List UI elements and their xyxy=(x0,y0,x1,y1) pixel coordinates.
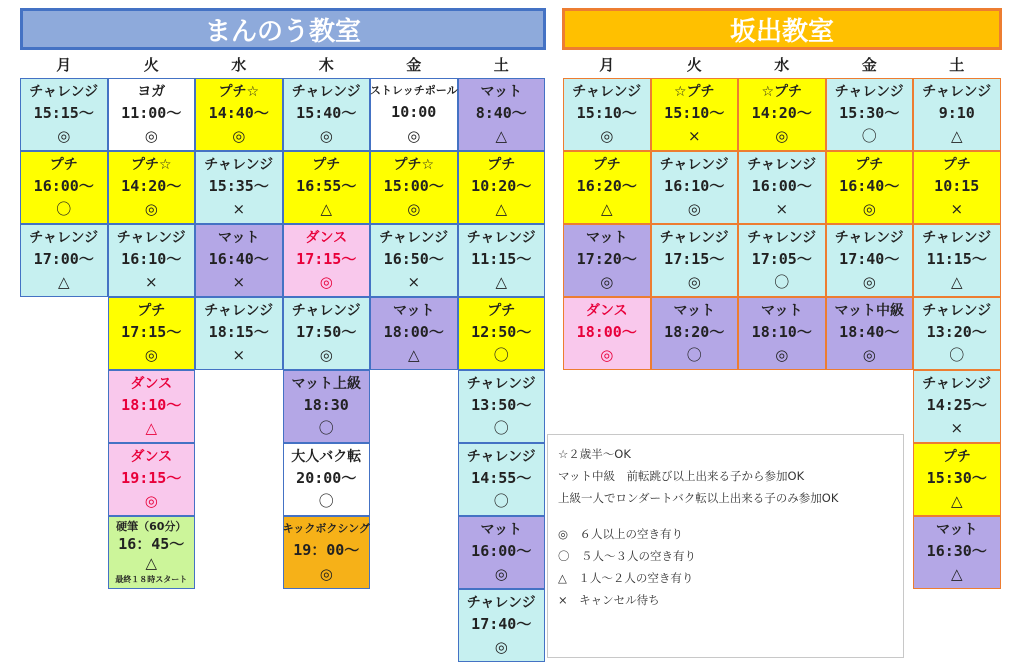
class-name: マット xyxy=(218,229,260,246)
class-name: プチ xyxy=(49,156,78,173)
class-name: チャレンジ xyxy=(834,83,904,100)
class-time: 10:15 xyxy=(934,177,980,196)
class-name: プチ xyxy=(855,156,884,173)
class-time: 14:20〜 xyxy=(121,177,182,196)
class-time: 9:10 xyxy=(938,104,975,123)
class-time: 10:20〜 xyxy=(471,177,532,196)
legend-box xyxy=(547,434,904,658)
availability-mark: ◎ xyxy=(687,200,701,219)
day-header: 金 xyxy=(406,55,422,74)
class-slot xyxy=(826,151,914,224)
availability-mark: △ xyxy=(950,127,963,146)
legend-note: 上級一人でロンダートバク転以上出来る子のみ参加OK xyxy=(558,491,839,505)
class-name: マット xyxy=(761,302,803,319)
availability-mark: ◎ xyxy=(144,127,158,146)
class-slot xyxy=(370,78,458,151)
class-time: 17:05〜 xyxy=(751,250,812,269)
availability-mark: △ xyxy=(495,127,508,146)
class-time: 17:00〜 xyxy=(33,250,94,269)
availability-mark: ◎ xyxy=(144,492,158,511)
legend-mark: × キャンセル待ち xyxy=(558,593,660,607)
class-name: プチ xyxy=(942,448,971,465)
legend-note: マット中級 前転跳び以上出来る子から参加OK xyxy=(558,469,805,483)
availability-mark: ◎ xyxy=(600,273,614,292)
day-header: 月 xyxy=(56,55,72,74)
availability-mark: ◎ xyxy=(775,127,789,146)
class-slot xyxy=(195,151,283,224)
day-header: 金 xyxy=(861,55,877,74)
class-slot xyxy=(195,297,283,370)
class-slot xyxy=(195,78,283,151)
availability-mark: 〇 xyxy=(774,273,790,292)
availability-mark: × xyxy=(950,200,964,219)
class-slot xyxy=(108,516,196,589)
class-name: プチ☆ xyxy=(218,83,260,100)
class-name: 大人バク転 xyxy=(291,448,362,465)
class-name: チャレンジ xyxy=(747,229,817,246)
legend-mark: △ １人〜２人の空き有り xyxy=(558,571,694,585)
class-name: マット xyxy=(393,302,435,319)
class-note: 最終１８時スタート xyxy=(115,574,188,584)
class-time: 18:10〜 xyxy=(121,396,182,415)
class-slot xyxy=(826,224,914,297)
class-time: 8:40〜 xyxy=(475,104,527,123)
class-time: 13:50〜 xyxy=(471,396,532,415)
availability-mark: ◎ xyxy=(862,346,876,365)
class-time: 11:00〜 xyxy=(121,104,182,123)
class-name: マット中級 xyxy=(834,302,904,319)
class-name: チャレンジ xyxy=(922,302,992,319)
class-time: 18:00〜 xyxy=(383,323,444,342)
class-slot xyxy=(195,224,283,297)
class-name: 硬筆（60分） xyxy=(116,520,187,534)
class-name: チャレンジ xyxy=(572,83,642,100)
class-slot xyxy=(458,443,546,516)
availability-mark: ◎ xyxy=(407,200,421,219)
class-time: 14:25〜 xyxy=(926,396,987,415)
availability-mark: ◎ xyxy=(407,126,421,145)
class-slot xyxy=(108,224,196,297)
class-time: 17:40〜 xyxy=(839,250,900,269)
day-header: 土 xyxy=(493,55,509,74)
class-name: ヨガ xyxy=(137,83,166,100)
class-name: プチ xyxy=(312,156,341,173)
availability-mark: × xyxy=(407,273,421,292)
availability-mark: × xyxy=(232,200,246,219)
availability-mark: ◎ xyxy=(600,127,614,146)
availability-mark: △ xyxy=(950,273,963,292)
availability-mark: △ xyxy=(407,346,420,365)
class-name: マット xyxy=(936,521,978,538)
class-time: 16:30〜 xyxy=(926,542,987,561)
class-time: 16：45〜 xyxy=(118,534,185,553)
availability-mark: ◎ xyxy=(775,346,789,365)
class-slot xyxy=(913,151,1001,224)
class-time: 10:00 xyxy=(391,102,437,121)
availability-mark: △ xyxy=(950,565,963,584)
availability-mark: ◎ xyxy=(232,127,246,146)
day-header: 水 xyxy=(231,55,247,74)
class-name: チャレンジ xyxy=(834,229,904,246)
class-name: ☆プチ xyxy=(761,83,803,100)
class-name: ダンス xyxy=(585,302,628,319)
class-name: プチ xyxy=(942,156,971,173)
class-slot xyxy=(20,151,108,224)
class-time: 19：00〜 xyxy=(293,540,360,559)
class-time: 14:55〜 xyxy=(471,469,532,488)
class-slot xyxy=(458,78,546,151)
class-name: チャレンジ xyxy=(466,229,536,246)
class-name: ストレッチポール xyxy=(369,84,458,98)
availability-mark: △ xyxy=(950,492,963,511)
availability-mark: ◎ xyxy=(494,565,508,584)
class-slot xyxy=(283,297,371,370)
class-name: チャレンジ xyxy=(29,229,99,246)
class-slot xyxy=(826,78,914,151)
availability-mark: 〇 xyxy=(861,127,877,146)
day-header: 木 xyxy=(318,55,334,74)
class-slot xyxy=(651,297,739,370)
availability-mark: △ xyxy=(145,419,158,438)
class-slot xyxy=(563,151,651,224)
class-slot xyxy=(108,78,196,151)
class-time: 11:15〜 xyxy=(926,250,987,269)
class-slot xyxy=(651,151,739,224)
availability-mark: ◎ xyxy=(862,200,876,219)
class-slot xyxy=(283,224,371,297)
class-time: 16:00〜 xyxy=(751,177,812,196)
class-slot xyxy=(20,224,108,297)
class-slot xyxy=(370,224,458,297)
availability-mark: × xyxy=(232,346,246,365)
class-slot xyxy=(108,151,196,224)
class-name: キックボクシング xyxy=(282,522,370,536)
class-slot xyxy=(738,78,826,151)
availability-mark: 〇 xyxy=(56,200,72,219)
availability-mark: × xyxy=(232,273,246,292)
class-time: 18:20〜 xyxy=(664,323,725,342)
class-name: マット xyxy=(673,302,715,319)
availability-mark: ◎ xyxy=(57,127,71,146)
class-time: 13:20〜 xyxy=(926,323,987,342)
availability-mark: 〇 xyxy=(318,492,334,511)
availability-mark: ◎ xyxy=(319,346,333,365)
class-name: プチ xyxy=(487,302,516,319)
class-time: 17:50〜 xyxy=(296,323,357,342)
class-slot xyxy=(108,370,196,443)
class-slot xyxy=(913,78,1001,151)
class-slot xyxy=(283,370,371,443)
class-slot xyxy=(370,297,458,370)
class-time: 15:15〜 xyxy=(33,104,94,123)
class-time: 17:15〜 xyxy=(664,250,725,269)
availability-mark: △ xyxy=(495,200,508,219)
class-slot xyxy=(913,297,1001,370)
class-name: チャレンジ xyxy=(747,156,817,173)
class-slot xyxy=(913,516,1001,589)
class-time: 15:30〜 xyxy=(839,104,900,123)
class-time: 16:00〜 xyxy=(33,177,94,196)
class-name: チャレンジ xyxy=(291,302,361,319)
class-name: マット xyxy=(480,83,522,100)
availability-mark: ◎ xyxy=(687,273,701,292)
availability-mark: ◎ xyxy=(319,127,333,146)
class-slot xyxy=(651,78,739,151)
class-name: チャレンジ xyxy=(29,83,99,100)
class-time: 19:15〜 xyxy=(121,469,182,488)
class-time: 14:40〜 xyxy=(208,104,269,123)
class-name: チャレンジ xyxy=(204,156,274,173)
availability-mark: △ xyxy=(145,554,158,573)
availability-mark: 〇 xyxy=(949,346,965,365)
availability-mark: × xyxy=(687,127,701,146)
class-time: 18:10〜 xyxy=(751,323,812,342)
class-slot xyxy=(738,224,826,297)
class-time: 12:50〜 xyxy=(471,323,532,342)
class-slot xyxy=(563,78,651,151)
class-time: 18:40〜 xyxy=(839,323,900,342)
class-name: マット xyxy=(480,521,522,538)
class-time: 15:30〜 xyxy=(926,469,987,488)
class-slot xyxy=(651,224,739,297)
class-time: 16:50〜 xyxy=(383,250,444,269)
class-slot xyxy=(283,443,371,516)
class-name: マット上級 xyxy=(291,375,361,392)
class-slot xyxy=(458,589,546,662)
availability-mark: 〇 xyxy=(493,346,509,365)
legend-note: ☆２歳半〜OK xyxy=(558,447,631,461)
class-slot xyxy=(738,297,826,370)
class-slot xyxy=(458,370,546,443)
class-name: ダンス xyxy=(130,448,173,465)
day-header: 火 xyxy=(686,55,702,74)
manno-classroom-title: まんのう教室 xyxy=(20,8,546,50)
class-time: 18:15〜 xyxy=(208,323,269,342)
class-slot xyxy=(458,224,546,297)
class-time: 15:35〜 xyxy=(208,177,269,196)
class-time: 17:15〜 xyxy=(121,323,182,342)
day-header: 火 xyxy=(143,55,159,74)
availability-mark: 〇 xyxy=(493,492,509,511)
availability-mark: △ xyxy=(320,200,333,219)
class-slot xyxy=(563,297,651,370)
class-time: 16:00〜 xyxy=(471,542,532,561)
class-name: チャレンジ xyxy=(466,448,536,465)
class-slot xyxy=(913,443,1001,516)
class-name: チャレンジ xyxy=(922,375,992,392)
class-time: 20:00〜 xyxy=(296,469,357,488)
class-name: チャレンジ xyxy=(922,83,992,100)
class-slot xyxy=(108,443,196,516)
class-time: 17:40〜 xyxy=(471,615,532,634)
class-slot xyxy=(283,78,371,151)
availability-mark: ◎ xyxy=(600,346,614,365)
availability-mark: ◎ xyxy=(862,273,876,292)
class-name: チャレンジ xyxy=(922,229,992,246)
class-slot xyxy=(20,78,108,151)
class-slot xyxy=(370,151,458,224)
availability-mark: △ xyxy=(57,273,70,292)
class-time: 15:40〜 xyxy=(296,104,357,123)
class-slot xyxy=(738,151,826,224)
class-time: 14:20〜 xyxy=(751,104,812,123)
class-name: チャレンジ xyxy=(379,229,449,246)
availability-mark: × xyxy=(950,419,964,438)
day-header: 月 xyxy=(599,55,615,74)
class-name: チャレンジ xyxy=(466,375,536,392)
class-name: チャレンジ xyxy=(659,156,729,173)
class-name: チャレンジ xyxy=(466,594,536,611)
sakaide-classroom-title: 坂出教室 xyxy=(562,8,1002,50)
class-slot xyxy=(108,297,196,370)
class-name: マット xyxy=(586,229,628,246)
class-time: 15:10〜 xyxy=(576,104,637,123)
class-time: 16:40〜 xyxy=(208,250,269,269)
availability-mark: × xyxy=(144,273,158,292)
class-time: 18:00〜 xyxy=(576,323,637,342)
class-name: ダンス xyxy=(130,375,173,392)
class-name: プチ☆ xyxy=(393,156,435,173)
day-header: 土 xyxy=(949,55,965,74)
class-time: 16:10〜 xyxy=(664,177,725,196)
class-time: 16:20〜 xyxy=(576,177,637,196)
class-name: ダンス xyxy=(305,229,348,246)
class-slot xyxy=(826,297,914,370)
legend-mark: 〇 ５人〜３人の空き有り xyxy=(558,549,696,563)
class-name: チャレンジ xyxy=(659,229,729,246)
availability-mark: ◎ xyxy=(319,564,333,583)
legend-mark: ◎ ６人以上の空き有り xyxy=(558,527,684,541)
availability-mark: 〇 xyxy=(686,346,702,365)
class-name: プチ xyxy=(487,156,516,173)
class-time: 18:30 xyxy=(303,396,349,415)
availability-mark: 〇 xyxy=(318,419,334,438)
class-time: 16:40〜 xyxy=(839,177,900,196)
class-slot xyxy=(563,224,651,297)
class-slot xyxy=(913,370,1001,443)
class-name: チャレンジ xyxy=(116,229,186,246)
class-name: ☆プチ xyxy=(673,83,715,100)
class-name: プチ☆ xyxy=(130,156,172,173)
class-name: プチ xyxy=(592,156,621,173)
availability-mark: ◎ xyxy=(144,346,158,365)
class-name: プチ xyxy=(137,302,166,319)
class-slot xyxy=(458,151,546,224)
availability-mark: △ xyxy=(600,200,613,219)
availability-mark: △ xyxy=(495,273,508,292)
class-time: 17:15〜 xyxy=(296,250,357,269)
class-time: 15:10〜 xyxy=(664,104,725,123)
class-time: 15:00〜 xyxy=(383,177,444,196)
class-name: チャレンジ xyxy=(291,83,361,100)
class-name: チャレンジ xyxy=(204,302,274,319)
class-time: 17:20〜 xyxy=(576,250,637,269)
class-slot xyxy=(458,516,546,589)
availability-mark: × xyxy=(775,200,789,219)
class-time: 11:15〜 xyxy=(471,250,532,269)
availability-mark: ◎ xyxy=(494,638,508,657)
availability-mark: ◎ xyxy=(319,273,333,292)
class-slot xyxy=(283,516,371,589)
day-header: 水 xyxy=(774,55,790,74)
class-time: 16:10〜 xyxy=(121,250,182,269)
class-time: 16:55〜 xyxy=(296,177,357,196)
availability-mark: ◎ xyxy=(144,200,158,219)
class-slot xyxy=(458,297,546,370)
class-slot xyxy=(913,224,1001,297)
class-slot xyxy=(283,151,371,224)
availability-mark: 〇 xyxy=(493,419,509,438)
